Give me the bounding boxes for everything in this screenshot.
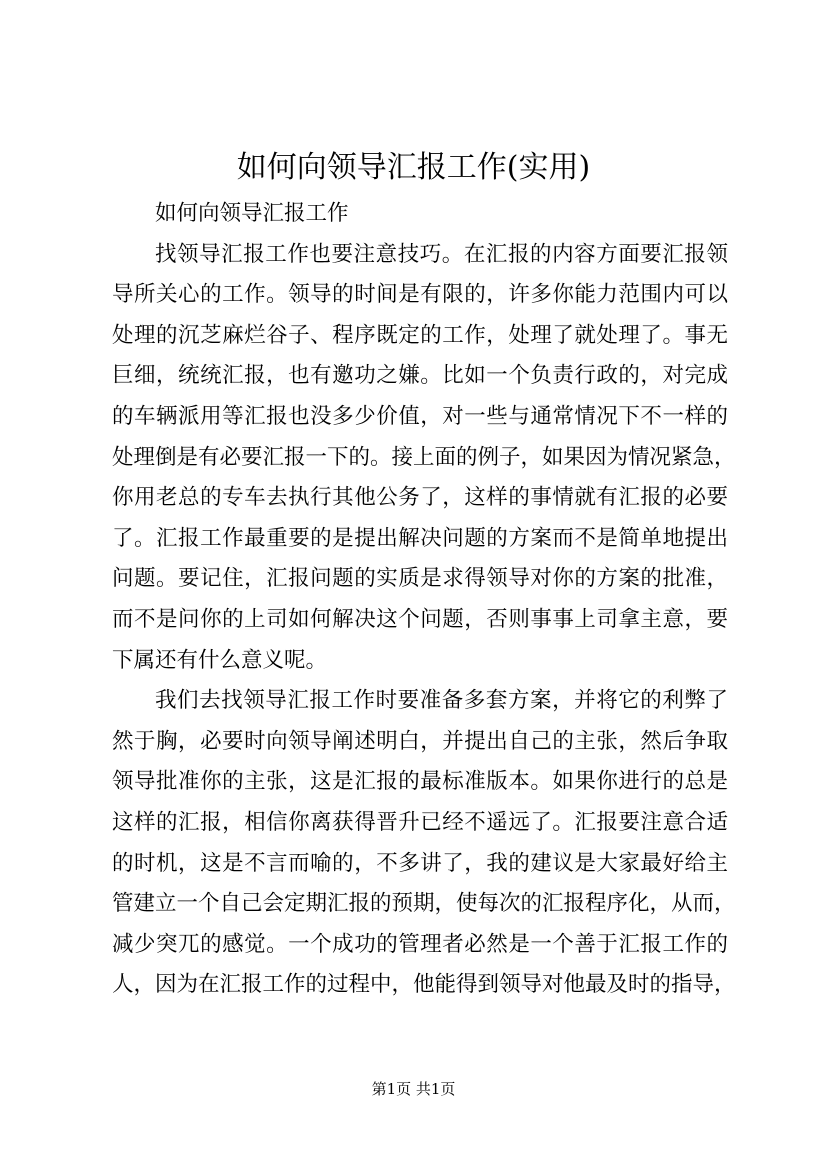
paragraph-line: 我们去找领导汇报工作时要准备多套方案，并将它的利弊了 [155,688,728,714]
paragraph-line: 处理倒是有必要汇报一下的。接上面的例子，如果因为情况紧急， [112,444,736,470]
paragraph-line: 然于胸，必要时向领导阐述明白，并提出自己的主张，然后争取 [112,728,728,754]
paragraph-line: 处理的沉芝麻烂谷子、程序既定的工作，处理了就处理了。事无 [112,322,728,348]
document-body [112,194,736,1006]
paragraph-line: 下属还有什么意义呢。 [112,647,328,673]
paragraph-line: 而不是问你的上司如何解决这个问题，否则事事上司拿主意，要 [112,606,728,632]
paragraph-line: 这样的汇报，相信你离获得晋升已经不遥远了。汇报要注意合适 [112,809,728,835]
paragraph-line: 你用老总的专车去执行其他公务了，这样的事情就有汇报的必要 [112,485,728,511]
paragraph-line: 找领导汇报工作也要注意技巧。在汇报的内容方面要汇报领 [155,241,728,267]
paragraph-line: 的车辆派用等汇报也没多少价值，对一些与通常情况下不一样的 [112,403,728,429]
paragraph-2 [112,681,736,1006]
paragraph-line: 领导批准你的主张，这是汇报的最标准版本。如果你进行的总是 [112,769,728,795]
paragraph-line: 人，因为在汇报工作的过程中，他能得到领导对他最及时的指导， [112,972,736,998]
paragraph-line: 管建立一个自己会定期汇报的预期，使每次的汇报程序化，从而， [112,891,736,917]
document-subheading: 如何向领导汇报工作 [155,201,349,226]
paragraph-line: 问题。要记住，汇报问题的实质是求得领导对你的方案的批准， [112,566,728,592]
document-title: 如何向领导汇报工作(实用) [236,150,591,185]
paragraph-line: 了。汇报工作最重要的是提出解决问题的方案而不是简单地提出 [112,525,728,551]
paragraph-line: 减少突兀的感觉。一个成功的管理者必然是一个善于汇报工作的 [112,931,728,957]
paragraph-line: 巨细，统统汇报，也有邀功之嫌。比如一个负责行政的，对完成 [112,363,728,389]
page-footer: 第1页 共1页 [371,1080,456,1098]
paragraph-line: 导所关心的工作。领导的时间是有限的，许多你能力范围内可以 [112,282,728,308]
paragraph-line: 的时机，这是不言而喻的，不多讲了，我的建议是大家最好给主 [112,850,728,876]
paragraph-1 [112,235,736,682]
